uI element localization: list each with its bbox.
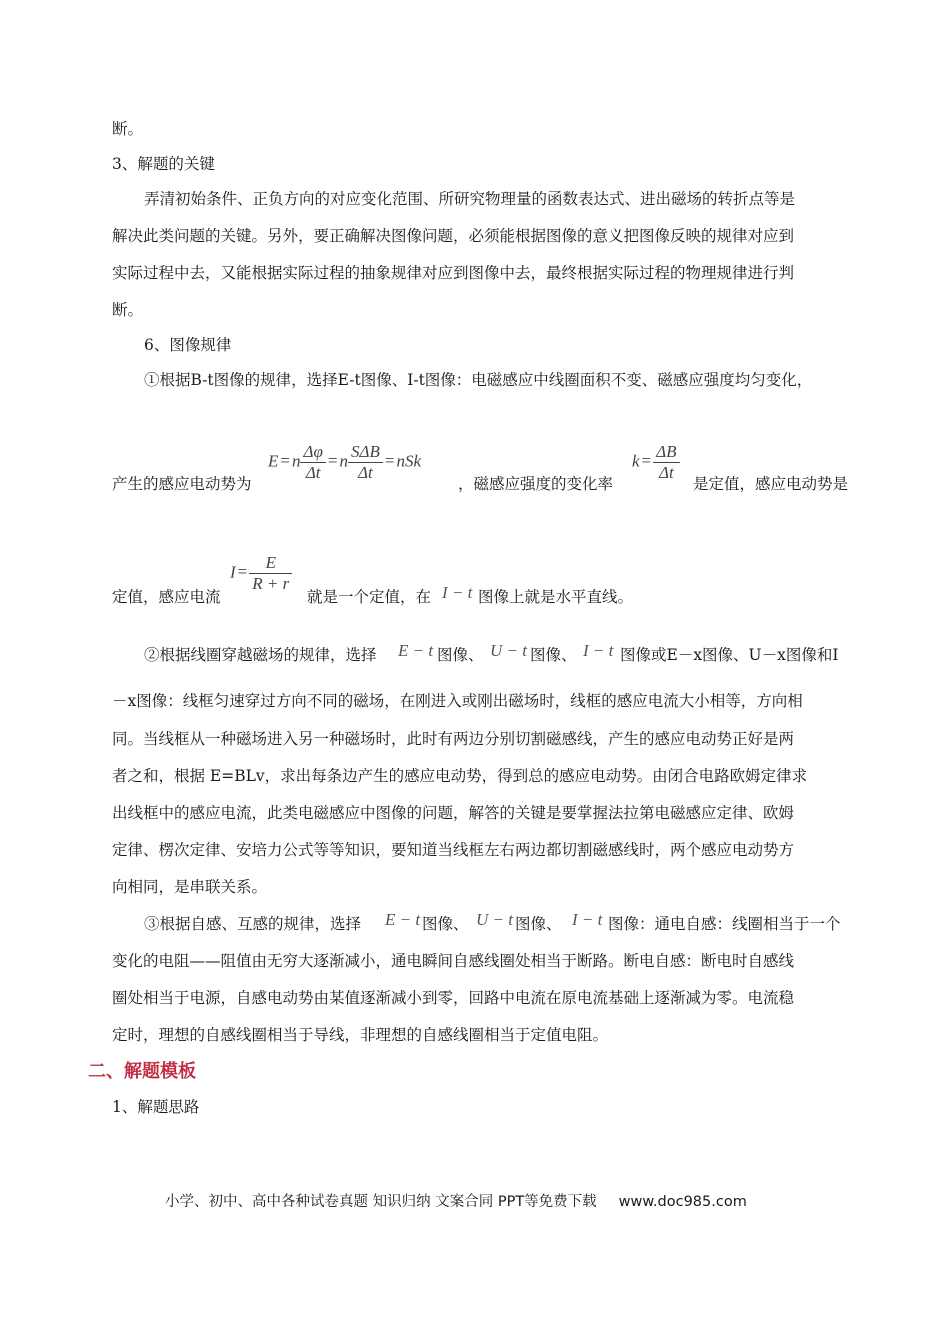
inline-math-ut: U − t [490, 641, 527, 660]
text-line: 图像或E－x图像、U－x图像和I [620, 646, 839, 664]
inline-math-it: I − t [583, 641, 614, 660]
text-line: ②根据线圈穿越磁场的规律，选择 [144, 646, 377, 664]
inline-math-ut: U − t [476, 910, 513, 929]
text-line: ③根据自感、互感的规律，选择 [144, 915, 362, 933]
text-line-const: 是定值，感应电动势是 [693, 475, 849, 493]
text-line: 断。 [112, 120, 144, 138]
text-line: －x图像：线框匀速穿过方向不同的磁场，在刚进入或刚出磁场时，线框的感应电流大小相等，方向相 [112, 692, 803, 710]
text-line: 实际过程中去，又能根据实际过程的抽象规律对应到图像中去，最终根据实际过程的物理规律进行判 [112, 264, 795, 282]
inline-math-et: E − t [398, 641, 434, 660]
text-line: ①根据B-t图像的规律，选择E-t图像、I-t图像：电磁感应中线圈面积不变、磁感应强度均匀变化， [144, 371, 813, 389]
text-line-rate: ，磁感应强度的变化率 [458, 475, 614, 493]
subsection-heading: 1、解题思路 [112, 1098, 200, 1116]
text-line: 图像、 [422, 915, 469, 933]
text-line: 图像、 [437, 646, 484, 664]
inline-math-it: I − t [442, 583, 473, 602]
text-line: 同。当线框从一种磁场进入另一种磁场时，此时有两边分别切割磁感线，产生的感应电动势正好是两 [112, 730, 795, 748]
text-line: 弄清初始条件、正负方向的对应变化范围、所研究物理量的函数表达式、进出磁场的转折点等是 [144, 190, 796, 208]
text-line: 向相同，是串联关系。 [112, 878, 268, 896]
footer-url[interactable]: www.doc985.com [618, 1194, 747, 1210]
text-line-current-prefix: 定值，感应电流 [112, 588, 221, 606]
text-line: 图像：通电自感：线圈相当于一个 [608, 915, 841, 933]
section-heading-template: 二、解题模板 [88, 1061, 196, 1082]
page-footer [165, 1190, 747, 1211]
text-line: 定律、楞次定律、安培力公式等等知识，要知道当线框左右两边都切割磁感线时，两个感应电动势方 [112, 841, 795, 859]
footer-text: 小学、初中、高中各种试卷真题 知识归纳 文案合同 PPT等免费下载 [165, 1194, 597, 1210]
rate-equation: k = $\frac{\Delta B}{\Delta t}$ [632, 442, 680, 483]
text-line: 图像上就是水平直线。 [478, 588, 634, 606]
inline-math-it: I − t [572, 910, 603, 929]
text-line: 图像、 [530, 646, 577, 664]
section-heading-6: 6、图像规律 [144, 336, 232, 354]
text-line: 圈处相当于电源，自感电动势由某值逐渐减小到零，回路中电流在原电流基础上逐渐减为零。电流稳 [112, 989, 795, 1007]
text-line-emf-prefix: 产生的感应电动势为 [112, 475, 252, 493]
emf-equation: E = n $\frac{\Delta\varphi}{\Delta t}$ = n $\frac{\text{SΔB}}{\Delta t}$ = nSk [268, 442, 421, 482]
text-line: 出线框中的感应电流，此类电磁感应中图像的问题，解答的关键是要掌握法拉第电磁感应定律、欧姆 [112, 804, 795, 822]
text-line: 者之和，根据 E=BLv，求出每条边产生的感应电动势，得到总的感应电动势。由闭合电路欧姆定律求 [112, 767, 808, 785]
text-line: 就是一个定值，在 [307, 588, 432, 606]
current-equation: I = $\frac{E}{R + r}$ [230, 553, 292, 594]
text-line: 定时，理想的自感线圈相当于导线，非理想的自感线圈相当于定值电阻。 [112, 1026, 609, 1044]
inline-math-et: E − t [385, 910, 421, 929]
text-line: 图像、 [515, 915, 562, 933]
text-line: 变化的电阻——阻值由无穷大逐渐减小，通电瞬间自感线圈处相当于断路。断电自感：断电时自感线 [112, 952, 795, 970]
text-line: 解决此类问题的关键。另外，要正确解决图像问题，必须能根据图像的意义把图像反映的规律对应到 [112, 227, 795, 245]
section-heading-3: 3、解题的关键 [112, 155, 215, 173]
text-line: 断。 [112, 301, 144, 319]
